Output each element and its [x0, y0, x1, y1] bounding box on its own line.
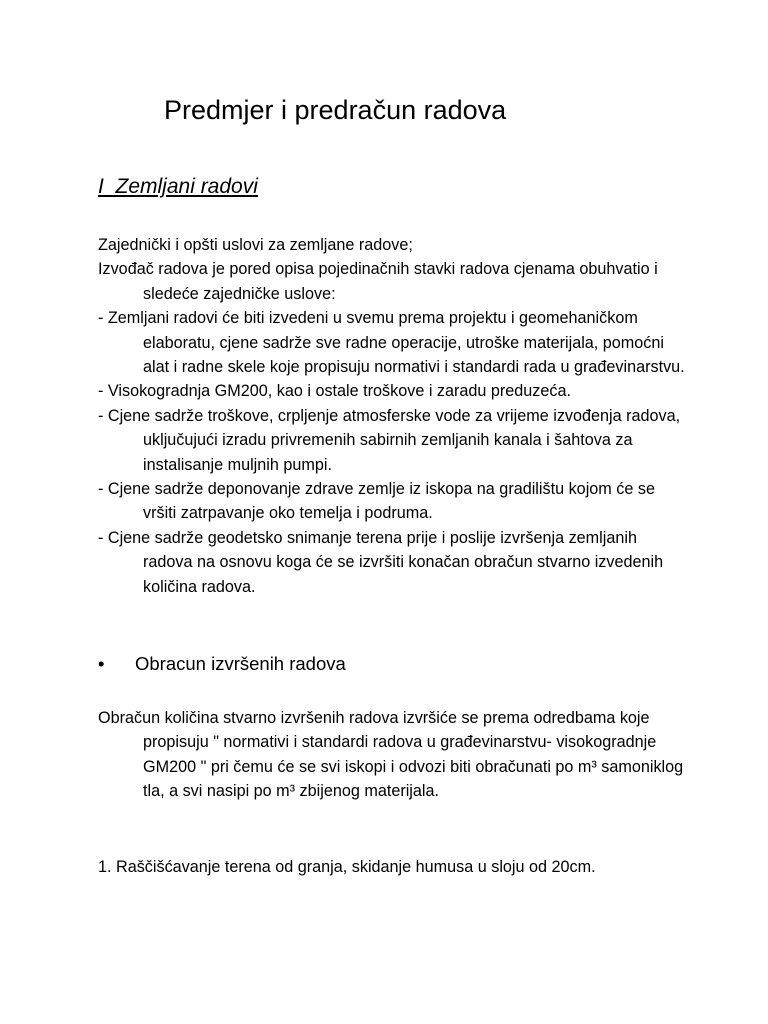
bullet-icon: •	[98, 653, 105, 674]
intro-paragraph: Zajednički i opšti uslovi za zemljane radove;	[98, 236, 413, 254]
bullet-heading	[98, 650, 346, 678]
section-heading: I Zemljani radovi	[98, 175, 258, 198]
condition-item: - Visokogradnja GM200, kao i ostale troškove i zaradu preduzeća.	[98, 382, 571, 401]
item-list	[98, 855, 688, 879]
condition-item: - Cjene sadrže troškove, crpljenje atmosferske vode za vrijeme izvođenja radova, uključujući izradu privremenih sabirnih zemljanih kanala i šahtova za instalisanje muljnih pumpi.	[98, 406, 681, 474]
condition-item: - Cjene sadrže deponovanje zdrave zemlje iz iskopa na gradilištu kojom će se vršiti zatrpavanje oko temelja i podruma.	[98, 480, 655, 523]
list-item: 1. Raščišćavanje terena od granja, skidanje humusa u sloju od 20cm.	[98, 858, 596, 876]
calculation-paragraph: Obračun količina stvarno izvršenih radova izvršiće se prema odredbama koje propisuju " normativi i standardi radova u građevinarstvu- visokogradnje GM200 " pri čemu će se svi iskopi i odvozi biti obračunati po m³ samoniklog tla, a svi nasipi po m³ zbijenog materijala.	[98, 709, 684, 801]
bullet-heading-text: Obracun izvršenih radova	[135, 653, 346, 674]
intro-paragraph: Izvođač radova je pored opisa pojedinačnih stavki radova cjenama obuhvatio i sledeće zajedničke uslove:	[98, 260, 658, 303]
calculation-block	[98, 706, 688, 804]
condition-item: - Cjene sadrže geodetsko snimanje terena prije i poslije izvršenja zemljanih radova na osnovu koga će se izvršiti konačan obračun stvarno izvedenih količina radova.	[98, 528, 664, 596]
document-title: Predmjer i predračun radova	[164, 95, 507, 125]
condition-item: - Zemljani radovi će biti izvedeni u svemu prema projektu i geomehaničkom elaboratu, cjene sadrže sve radne operacije, utroške materijala, pomoćni alat i radne skele koje propisuju normativi i standardi rada u građevinarstvu.	[98, 309, 685, 377]
general-conditions-block	[98, 233, 688, 599]
